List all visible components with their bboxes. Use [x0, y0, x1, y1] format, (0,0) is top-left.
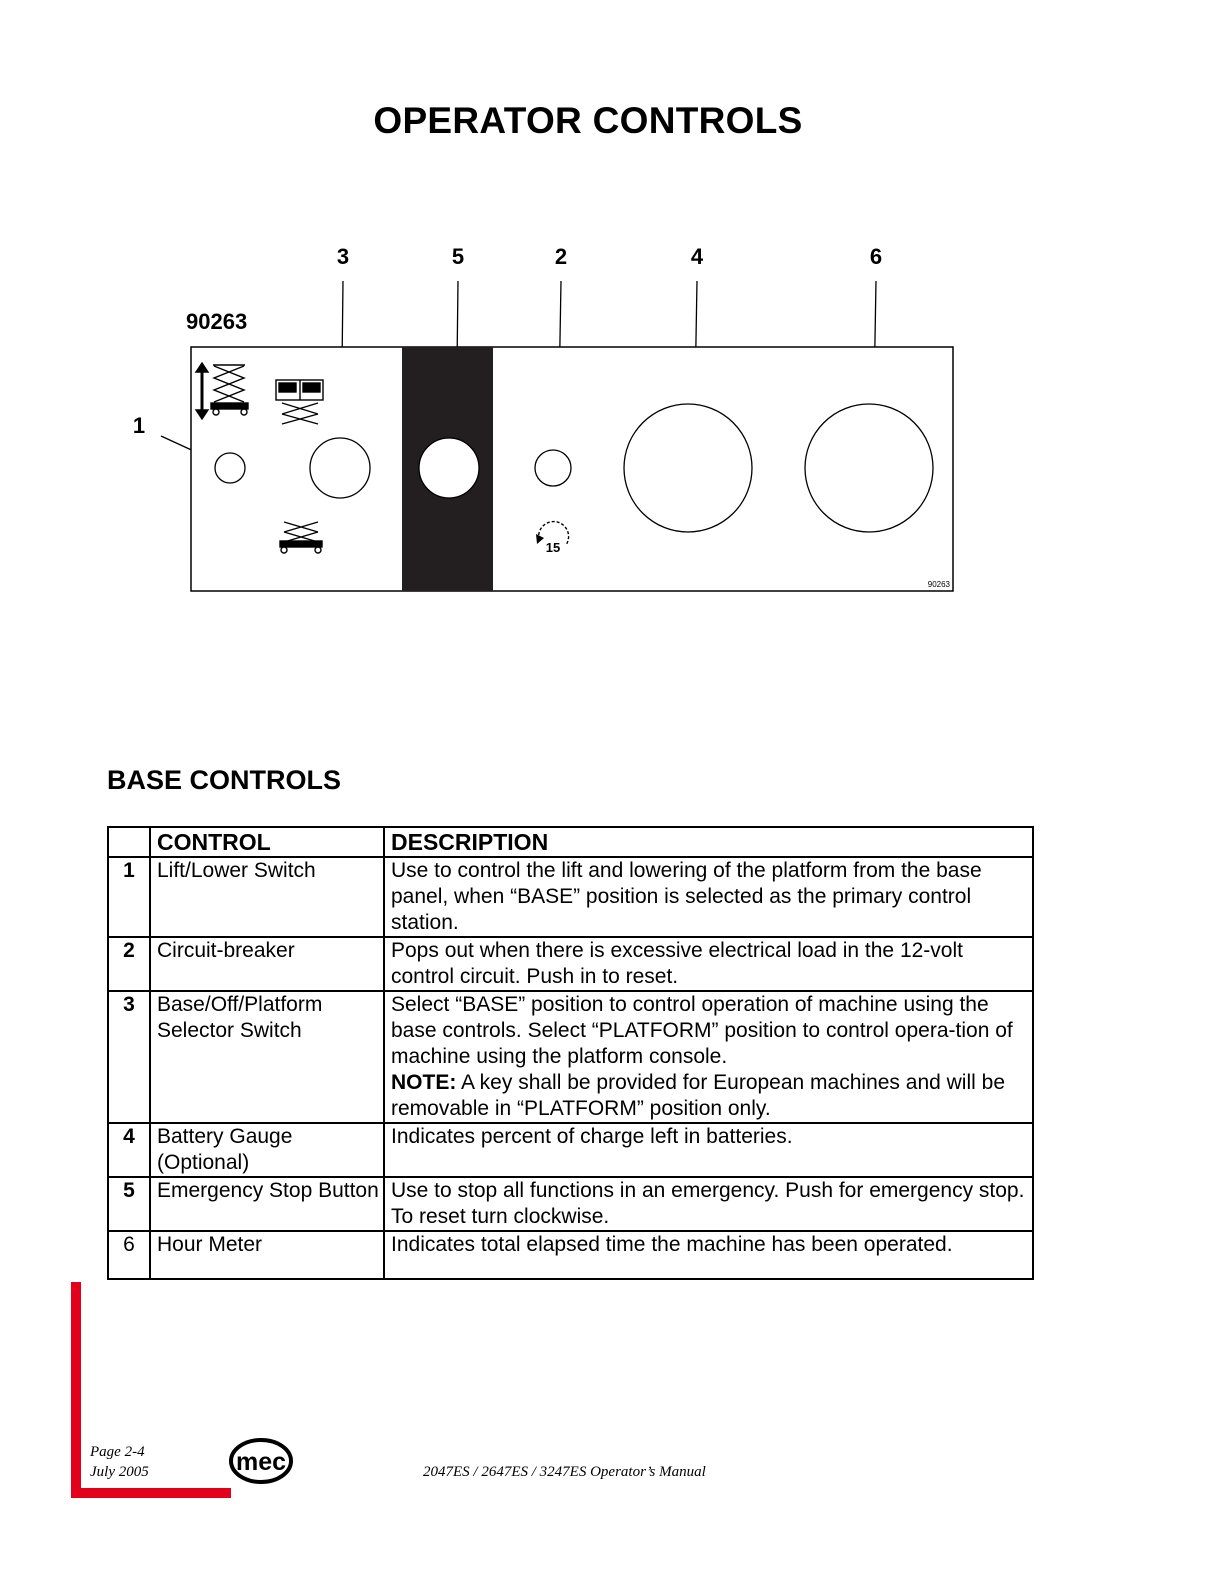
circuit-breaker[interactable] [535, 450, 571, 486]
note-text: A key shall be provided for European machines and will be removable in “PLATFORM” position only. [391, 1071, 1005, 1120]
table-row [108, 991, 1033, 1123]
hour-meter [805, 404, 933, 532]
table-row [108, 1123, 1033, 1177]
row-description [384, 991, 1033, 1123]
mec-logo [228, 1437, 294, 1485]
row-num: 2 [108, 937, 150, 991]
logo-text: mec [235, 1448, 287, 1476]
header-description: DESCRIPTION [384, 827, 1033, 857]
row-num: 5 [108, 1177, 150, 1231]
timer-label: 15 [545, 540, 561, 555]
row-num: 3 [108, 991, 150, 1123]
header-num [108, 827, 150, 857]
row-description: Indicates total elapsed time the machine has been operated. [384, 1231, 1033, 1279]
row-control: Base/Off/Platform Selector Switch [150, 991, 384, 1123]
callout-6: 6 [869, 244, 883, 269]
base-controls-table [107, 826, 1034, 1280]
callout-3: 3 [336, 244, 350, 269]
table-row [108, 1231, 1033, 1279]
note-label: NOTE: [391, 1071, 457, 1094]
table-row [108, 937, 1033, 991]
table-row [108, 1177, 1033, 1231]
callout-2: 2 [554, 244, 568, 269]
lift-lower-switch[interactable] [215, 453, 245, 483]
row-description: Pops out when there is excessive electrical load in the 12-volt control circuit. Push in to reset. [384, 937, 1033, 991]
page-title: OPERATOR CONTROLS [373, 100, 803, 141]
emergency-stop-button[interactable] [419, 438, 479, 498]
control-panel-diagram [0, 0, 1224, 700]
row-control: Lift/Lower Switch [150, 857, 384, 937]
row-num: 1 [108, 857, 150, 937]
callout-5: 5 [451, 244, 465, 269]
row-control: Hour Meter [150, 1231, 384, 1279]
table-header-row [108, 827, 1033, 857]
table-row [108, 857, 1033, 937]
row-control: Emergency Stop Button [150, 1177, 384, 1231]
callout-4: 4 [690, 244, 704, 269]
footer-manual: 2047ES / 2647ES / 3247ES Operator’s Manual [423, 1464, 706, 1480]
row-num: 4 [108, 1123, 150, 1177]
row-description-text: Select “BASE” position to control operation of machine using the base controls. Select “PLATFORM” position to control opera-tion of machine using the platform console. [391, 993, 1013, 1068]
row-description: Indicates percent of charge left in batteries. [384, 1123, 1033, 1177]
selector-switch[interactable] [310, 438, 370, 498]
part-number: 90263 [186, 309, 248, 334]
accent-bar-vertical [71, 1282, 81, 1498]
callout-1: 1 [132, 413, 146, 438]
accent-bar-horizontal [71, 1488, 231, 1498]
row-control: Battery Gauge (Optional) [150, 1123, 384, 1177]
row-num: 6 [108, 1231, 150, 1279]
header-control: CONTROL [150, 827, 384, 857]
row-control: Circuit-breaker [150, 937, 384, 991]
footer-page: Page 2-4 [90, 1444, 145, 1460]
section-title: BASE CONTROLS [107, 765, 342, 795]
row-description: Use to control the lift and lowering of the platform from the base panel, when “BASE” position is selected as the primary control station. [384, 857, 1033, 937]
part-number-small: 90263 [927, 580, 950, 589]
row-description: Use to stop all functions in an emergency. Push for emergency stop. To reset turn clockwise. [384, 1177, 1033, 1231]
battery-gauge [624, 404, 752, 532]
footer-date: July 2005 [90, 1464, 149, 1480]
